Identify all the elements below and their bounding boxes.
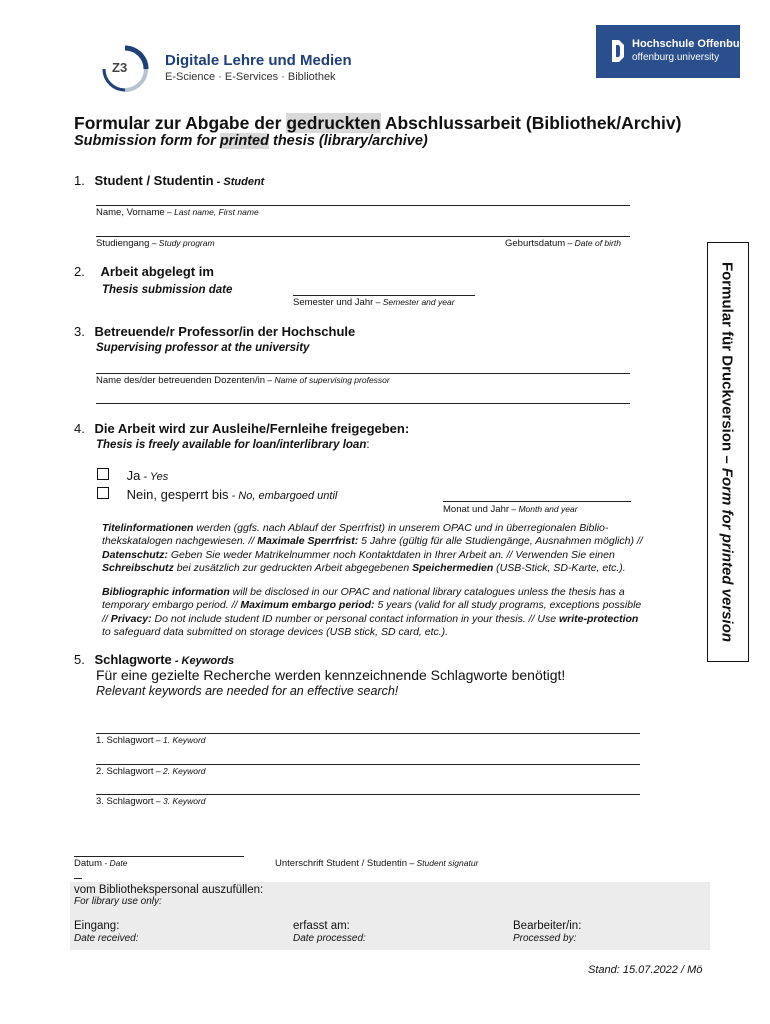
section-3-number: 3. — [74, 324, 85, 339]
library-heading: vom Bibliothekspersonal auszufüllen: — [74, 884, 264, 896]
de-b2: Maximale Sperrfrist: — [257, 535, 359, 548]
birth-label-en: – Date of birth — [565, 238, 621, 248]
de-t2: 5 Jahre (gültig für alle Studiengänge, Ausnahmen möglich) // — [358, 535, 643, 548]
version-stamp: Stand: 15.07.2022 / Mö — [588, 964, 703, 976]
month-label-de: Monat und Jahr — [443, 504, 510, 515]
section-2-number: 2. — [74, 264, 85, 279]
date-label — [74, 858, 128, 869]
signature-label-en: – Student signatur — [407, 858, 479, 868]
section-4-subtitle-colon: : — [366, 439, 370, 451]
no-checkbox[interactable] — [97, 487, 109, 499]
section-4-number: 4. — [74, 421, 85, 436]
option-yes-label-en: - Yes — [140, 471, 169, 483]
de-b3: Datenschutz: — [102, 548, 168, 561]
name-field-label — [96, 207, 259, 218]
section-3-subtitle: Supervising professor at the university — [96, 342, 310, 354]
en-t4: to safeguard data submitted on storage devices (USB stick, SD card, etc.). — [102, 626, 449, 639]
section-4-subtitle — [96, 439, 370, 451]
divider — [74, 878, 82, 879]
en-t2b: // — [102, 612, 111, 625]
en-b2: Maximum embargo period: — [240, 599, 375, 612]
german-info-paragraph — [102, 522, 707, 576]
month-label-en: – Month and year — [509, 504, 578, 514]
en-t3: Do not include student ID number or personal contact information in your thesis. // Use — [151, 612, 560, 625]
birth-label-de: Geburtsdatum — [505, 238, 566, 249]
keyword-3-label — [96, 796, 206, 807]
section-2-title: Arbeit abgelegt im — [100, 264, 214, 279]
keyword-2-label — [96, 766, 206, 777]
title-en-highlight: printed — [219, 133, 269, 149]
birth-field-label — [505, 238, 621, 249]
section-4-subtitle-text: Thesis is freely available for loan/interlibrary loan — [96, 439, 367, 451]
program-label-de: Studiengang — [96, 238, 150, 249]
embargo-date-line[interactable] — [443, 501, 631, 502]
z3-title: Digitale Lehre und Medien — [165, 52, 352, 69]
en-t1b: temporary embargo period. // — [102, 599, 241, 612]
processor-label: Bearbeiter/in: — [513, 920, 582, 932]
semester-field-label — [293, 297, 455, 308]
de-b1: Titelinformationen — [102, 522, 194, 534]
date-line[interactable] — [74, 856, 244, 857]
de-t1: werden (ggfs. nach Ablauf der Sperrfrist) in unserem OPAC und in überregionalen Biblio- — [193, 522, 609, 534]
en-b4: write-protection — [559, 612, 639, 625]
semester-field-line[interactable] — [293, 295, 475, 296]
side-label — [719, 262, 736, 642]
kw1-de: 1. Schlagwort — [96, 735, 154, 746]
supervisor-label-de: Name des/der betreuenden Dozenten/in — [96, 375, 266, 386]
en-b1: Bibliographic information — [102, 586, 230, 598]
library-heading-en: For library use only: — [74, 896, 162, 907]
en-b3: Privacy: — [110, 612, 152, 625]
page-subtitle — [74, 133, 428, 149]
de-t1b: thekskatalogen nachgewiesen. // — [102, 535, 258, 548]
processed-label: erfasst am: — [293, 920, 350, 932]
processor-label-en: Processed by: — [513, 933, 577, 944]
de-b5: Speichermedien — [412, 562, 494, 575]
option-no-label-en: - No, embargoed until — [228, 490, 338, 502]
program-label-en: – Study program — [149, 238, 215, 248]
received-label: Eingang: — [74, 920, 120, 932]
hochschule-logo — [596, 25, 751, 78]
supervisor-field-line[interactable] — [96, 373, 630, 374]
name-label-de: Name, Vorname — [96, 207, 165, 218]
section-4-title: Die Arbeit wird zur Ausleihe/Fernleihe freigegeben: — [94, 421, 410, 436]
kw3-de: 3. Schlagwort — [96, 796, 154, 807]
processed-label-en: Date processed: — [293, 933, 366, 944]
page-title — [74, 113, 681, 134]
supervisor-field-label — [96, 375, 390, 386]
title-en-post: thesis (library/archive) — [268, 133, 428, 149]
received-label-en: Date received: — [74, 933, 139, 944]
keyword-3-line[interactable] — [96, 794, 640, 795]
option-no[interactable] — [97, 487, 337, 502]
en-t2: 5 years (valid for all study programs, exceptions possible — [374, 599, 642, 612]
side-label-de: Formular für Druckversion – — [718, 261, 736, 468]
section-3-heading — [74, 324, 355, 339]
hochschule-emblem-icon — [610, 38, 626, 64]
section-4-heading — [74, 421, 409, 436]
de-t5: (USB-Stick, SD-Karte, etc.). — [493, 562, 626, 575]
keyword-1-line[interactable] — [96, 733, 640, 734]
title-de-highlight: gedruckten — [286, 113, 381, 133]
section-5-number: 5. — [74, 652, 85, 667]
signature-label-de: Unterschrift Student / Studentin — [275, 858, 408, 869]
section-2-heading — [74, 264, 214, 279]
title-en-pre: Submission form for — [74, 133, 220, 149]
semester-label-de: Semester und Jahr — [293, 297, 374, 308]
keyword-1-label — [96, 735, 206, 746]
section-5-title-en: - Keywords — [171, 655, 235, 667]
keyword-2-line[interactable] — [96, 764, 640, 765]
option-yes-label: Ja — [126, 468, 141, 483]
hochschule-name: Hochschule Offenburg — [632, 38, 751, 50]
z3-logo-text: Z3 — [112, 60, 128, 75]
english-info-paragraph — [102, 586, 707, 640]
keywords-hint-de: Für eine gezielte Recherche werden kennzeichnende Schlagworte benötigt! — [96, 667, 566, 683]
title-de-post: Abschlussarbeit (Bibliothek/Archiv) — [380, 113, 682, 133]
section-1-title-en: - Student — [213, 176, 265, 188]
z3-logo — [96, 44, 154, 94]
yes-checkbox[interactable] — [97, 468, 109, 480]
program-field-line[interactable] — [96, 236, 630, 237]
kw2-en: – 2. Keyword — [153, 766, 206, 776]
section-5-title: Schlagworte — [94, 652, 172, 667]
embargo-date-label — [443, 504, 578, 515]
semester-label-en: – Semester and year — [373, 297, 455, 307]
name-label-en: – Last name, First name — [164, 207, 259, 217]
program-field-label — [96, 238, 215, 249]
kw3-en: – 3. Keyword — [153, 796, 206, 806]
supervisor-field-line-2[interactable] — [96, 403, 630, 404]
z3-subtitle: E-Science · E-Services · Bibliothek — [165, 71, 336, 83]
name-field-line[interactable] — [96, 205, 630, 206]
section-1-heading — [74, 173, 264, 188]
title-de-pre: Formular zur Abgabe der — [74, 113, 287, 133]
option-no-label: Nein, gesperrt bis — [126, 487, 229, 502]
kw2-de: 2. Schlagwort — [96, 766, 154, 777]
section-1-number: 1. — [74, 173, 85, 188]
side-label-en: Form for printed version — [718, 467, 736, 643]
section-5-heading — [74, 652, 234, 667]
kw1-en: – 1. Keyword — [153, 735, 206, 745]
supervisor-label-en: – Name of supervising professor — [265, 375, 390, 385]
de-t3: Geben Sie weder Matrikelnummer noch Kontaktdaten in Ihrer Arbeit an. // Verwenden Sie einen — [167, 548, 615, 561]
de-b4: Schreibschutz — [102, 562, 174, 575]
option-yes[interactable] — [97, 468, 168, 483]
section-1-title: Student / Studentin — [94, 173, 214, 188]
section-3-title: Betreuende/r Professor/in der Hochschule — [94, 324, 356, 339]
date-label-de: Datum — [74, 858, 102, 869]
signature-label — [275, 858, 478, 869]
de-t4: bei zusätzlich zur gedruckten Arbeit abgegebenen — [173, 562, 413, 575]
hochschule-subname: offenburg.university — [632, 52, 720, 63]
section-2-subtitle: Thesis submission date — [102, 284, 233, 296]
en-t1: will be disclosed in our OPAC and national library catalogues unless the thesis has a — [229, 586, 625, 598]
keywords-hint-en: Relevant keywords are needed for an effective search! — [96, 684, 399, 698]
date-label-en: - Date — [101, 858, 128, 868]
